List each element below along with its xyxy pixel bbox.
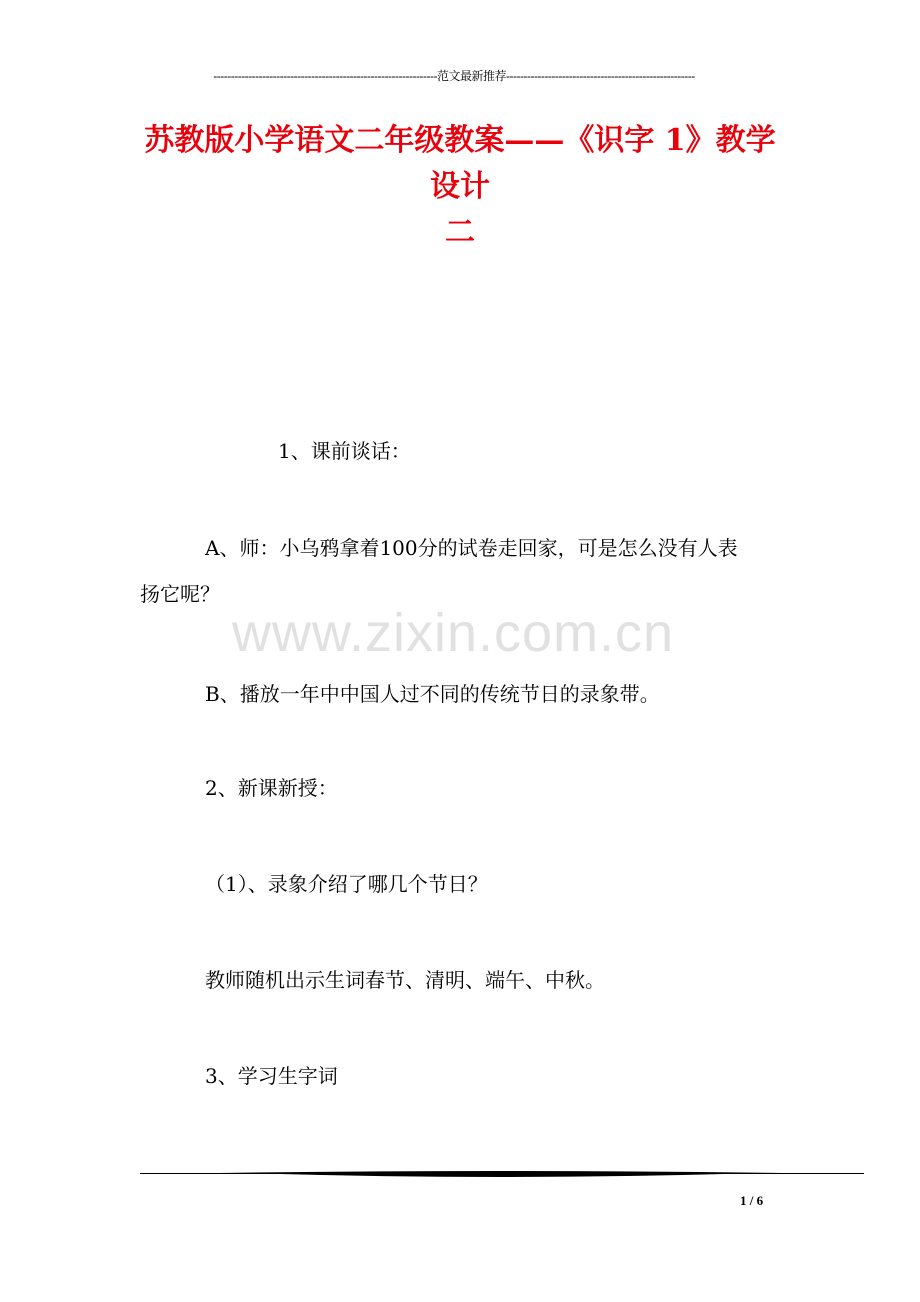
header-separator: ----------------------------------------------------------------范文最新推荐------------------------------------------------------ <box>213 69 695 83</box>
paragraph-2-line-2: 扬它呢？ <box>140 582 220 606</box>
paragraph-1: 1、课前谈话： <box>278 439 411 463</box>
title-line-1: 苏教版小学语文二年级教案——《识字 1》教学设计 <box>144 123 776 204</box>
paragraph-4: 2、新课新授： <box>205 776 338 800</box>
watermark: www.zixin.com.cn <box>232 603 675 663</box>
title-line-2: 二 <box>445 215 475 250</box>
paragraph-6: 教师随机出示生词春节、清明、端午、中秋。 <box>205 968 605 992</box>
paragraph-5: （1）、录象介绍了哪几个节日？ <box>205 872 488 896</box>
page-number: 1 / 6 <box>740 1193 764 1208</box>
paragraph-7: 3、学习生字词 <box>205 1064 338 1088</box>
paragraph-3: B、播放一年中中国人过不同的传统节日的录象带。 <box>205 682 660 706</box>
document-title <box>130 118 790 256</box>
footer-rule <box>140 1168 864 1180</box>
paragraph-2-line-1: A、师：小乌鸦拿着100分的试卷走回家，可是怎么没有人表 <box>205 536 738 560</box>
